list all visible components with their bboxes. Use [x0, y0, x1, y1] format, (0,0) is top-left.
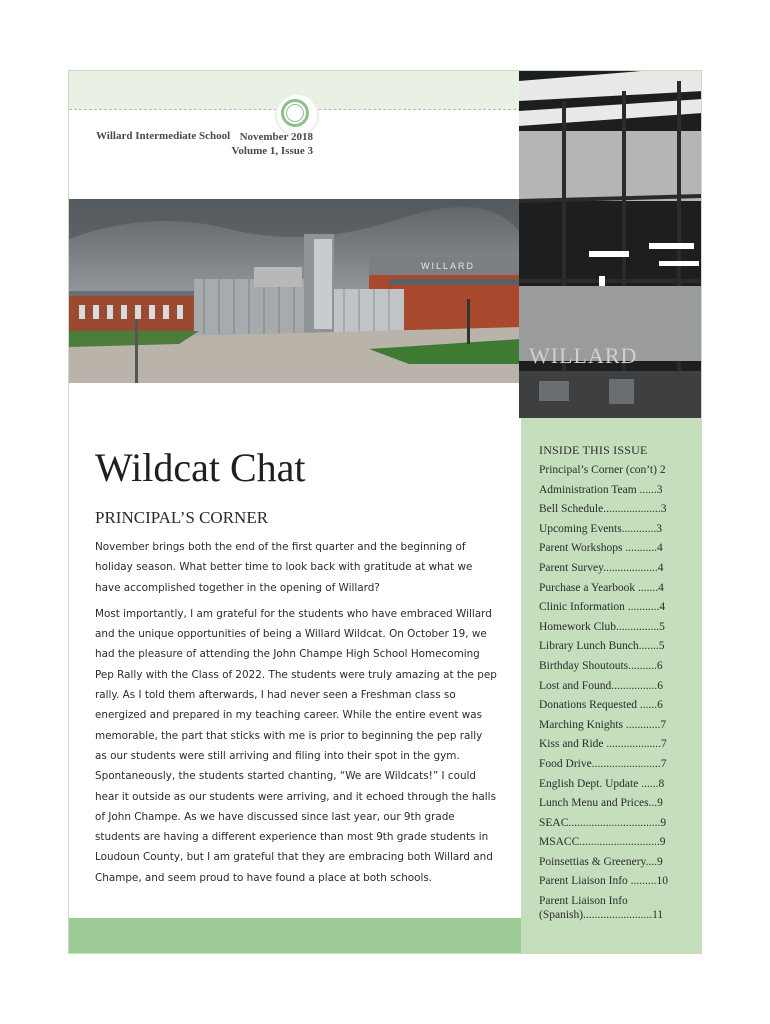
masthead — [69, 71, 521, 199]
school-name: Willard Intermediate School — [96, 130, 231, 142]
issue-date: November 2018 — [239, 131, 313, 143]
toc-item: SEAC................................9 — [539, 816, 667, 829]
toc-item: Donations Requested ......6 — [539, 699, 663, 712]
toc-item: Upcoming Events............3 — [539, 522, 662, 535]
footer-band — [69, 918, 521, 954]
paragraph: November brings both the end of the first quarter and the beginning of holiday season. What better time to look back with gratitude at what we have accomplished together in the opening of Willard? — [95, 541, 473, 594]
table-of-contents — [539, 463, 699, 928]
toc-item: Administration Team ......3 — [539, 483, 663, 496]
toc-item: Homework Club...............5 — [539, 620, 665, 633]
school-interior-photo — [519, 71, 702, 418]
toc-item: Birthday Shoutouts..........6 — [539, 659, 663, 672]
toc-item: Parent Liaison Info .........10 — [539, 875, 669, 888]
toc-item: Principal’s Corner (con’t) 2 — [539, 464, 666, 476]
paragraph: Most importantly, I am grateful for the students who have embraced Willard and the unique opportunities of being a Willard Wildcat. On October 19, we had the pleasure of attending the John Champe High School Homecoming Pep Rally with the Class of 2022. The students were truly amazing at the pep rally. As I told them afterwards, I had never seen a Freshman class so energized and prepared in my teaching career. While the entire event was memorable, the part that sticks with me is prior to beginning the pep rally as our students were still arriving and filing into their spot in the gym. Spontaneously, the students started chanting, “We are Wildcats!” I could hear it outside as our students were arriving, and it echoed through the halls of John Champe. As we have discussed since last year, our 9th grade students are having a different experience than most 9th grade students in Loudoun County, but I am grateful that they are embracing both Willard and Champe, and seem proud to have found a place at both schools. — [95, 607, 497, 884]
school-building-photo — [69, 199, 521, 383]
interior-sign-text: WILLARD — [529, 343, 638, 368]
toc-item: Parent Workshops ...........4 — [539, 542, 663, 555]
newsletter-page — [68, 70, 702, 954]
toc-item: Clinic Information ...........4 — [539, 601, 666, 614]
inside-this-issue-sidebar — [521, 418, 702, 954]
section-heading: PRINCIPAL’S CORNER — [95, 508, 269, 527]
building-sign-text: WILLARD — [421, 261, 476, 271]
toc-item: Lunch Menu and Prices...9 — [539, 797, 663, 810]
toc-item: Food Drive........................7 — [539, 757, 667, 770]
issue-info — [232, 130, 314, 158]
toc-item: Bell Schedule....................3 — [539, 503, 667, 516]
newsletter-title: Wildcat Chat — [95, 445, 306, 490]
toc-item: Parent Liaison Info (Spanish)........................11 — [539, 895, 664, 922]
toc-item: Library Lunch Bunch.......5 — [539, 640, 665, 653]
toc-item: Kiss and Ride ...................7 — [539, 738, 667, 751]
issue-volume: Volume 1, Issue 3 — [231, 145, 313, 157]
article-body — [95, 537, 497, 894]
toc-item: English Dept. Update ......8 — [539, 777, 665, 790]
toc-item: Parent Survey...................4 — [539, 561, 664, 574]
toc-item: Marching Knights ............7 — [539, 718, 667, 731]
toc-item: Lost and Found................6 — [539, 679, 663, 692]
toc-item: Poinsettias & Greenery....9 — [539, 855, 663, 868]
toc-item: Purchase a Yearbook .......4 — [539, 581, 664, 594]
sidebar-title: INSIDE THIS ISSUE — [539, 443, 648, 457]
toc-item: MSACC............................9 — [539, 836, 666, 849]
